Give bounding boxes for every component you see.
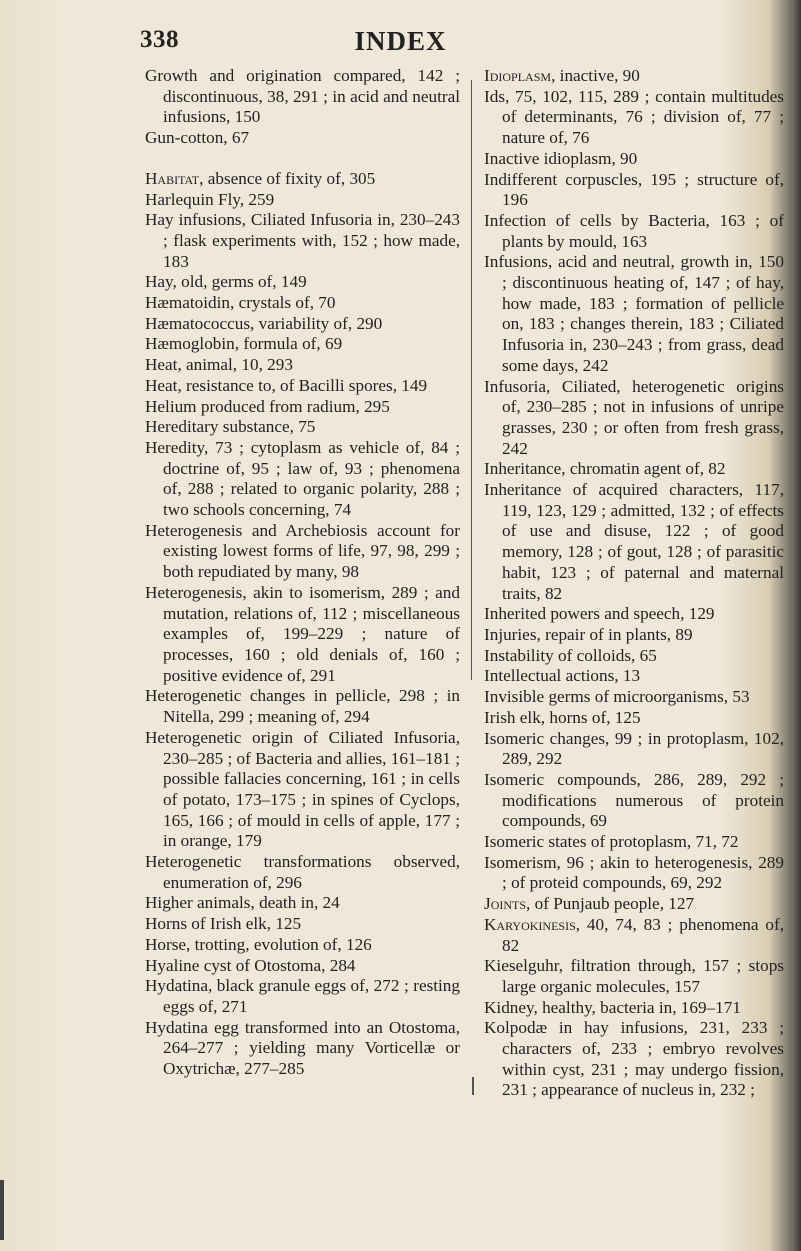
index-entry-text: Inheritance of acquired characters, 117, 119, 123, 129 ; admitted, 132 ; of effects of use and disuse, 122 ; of good memory, 128 ; of gout, 128 ; of parasitic habit, 123 ; of paternal and maternal traits, 82 <box>484 480 784 603</box>
index-entry-text: Inheritance, chromatin agent of, 82 <box>484 459 726 479</box>
index-entry-text: Horns of Irish elk, 125 <box>145 914 302 934</box>
index-entry-text: Infection of cells by Bacteria, 163 ; of plants by mould, 163 <box>484 210 784 251</box>
index-entry-text: Isomeric states of protoplasm, 71, 72 <box>484 832 739 852</box>
index-entry-text: Infusions, acid and neutral, growth in, 150 ; discontinuous heating of, 147 ; of hay, how made, 183 ; formation of pellicle on, 183 ; changes therein, 183 ; Ciliated Infusoria in, 230–243 ; from grass, dead some days, 242 <box>484 252 784 375</box>
index-entry-text: Hæmatoidin, crystals of, 70 <box>145 293 336 313</box>
index-entry-text: Isomeric changes, 99 ; in protoplasm, 102, 289, 292 <box>484 728 784 769</box>
index-entry-text: Heat, animal, 10, 293 <box>145 355 293 375</box>
index-entry <box>484 646 784 667</box>
index-entry <box>484 604 784 625</box>
index-entry-lead: Joints, <box>484 894 531 914</box>
index-entry <box>145 272 460 293</box>
index-entry-text: Kolpodæ in hay infusions, 231, 233 ; characters of, 233 ; embryo revolves within cyst, 231 ; may undergo fission, 231 ; appearance of nucleus in, 232 ; <box>484 1018 784 1100</box>
index-entry-text: Gun-cotton, 67 <box>145 128 250 148</box>
index-entry-text: Isomerism, 96 ; akin to heterogenesis, 289 ; of proteid compounds, 69, 292 <box>484 852 784 893</box>
index-entry <box>484 915 784 956</box>
column-divider <box>471 80 472 680</box>
index-column-left <box>145 66 460 1080</box>
index-column-right <box>484 66 784 1101</box>
index-entry <box>145 66 460 128</box>
index-entry <box>145 293 460 314</box>
index-entry <box>484 666 784 687</box>
index-entry-text: Heterogenesis and Archebiosis account for existing lowest forms of life, 97, 98, 299 ; both repudiated by many, 98 <box>145 520 460 582</box>
index-entry-text: Hay infusions, Ciliated Infusoria in, 230–243 ; flask experiments with, 152 ; how made, 183 <box>145 210 460 271</box>
index-entry <box>484 252 784 376</box>
index-entry <box>484 149 784 170</box>
index-entry <box>145 893 460 914</box>
index-entry <box>145 521 460 583</box>
index-entry-lead: Karyokinesis, <box>484 914 581 934</box>
index-entry-text: Inactive idioplasm, 90 <box>484 148 638 168</box>
index-entry <box>145 976 460 1017</box>
index-entry <box>484 211 784 252</box>
index-entry-text: Intellectual actions, 13 <box>484 666 641 686</box>
index-entry <box>145 438 460 521</box>
index-entry <box>145 397 460 418</box>
index-entry <box>145 190 460 211</box>
index-entry-text: Irish elk, horns of, 125 <box>484 707 641 727</box>
index-entry-text: Heterogenetic transformations observed, enumeration of, 296 <box>145 852 460 892</box>
index-entry-text: Hæmoglobin, formula of, 69 <box>145 334 343 354</box>
index-entry <box>145 210 460 272</box>
index-entry-text: of Punjaub people, 127 <box>530 894 695 914</box>
index-entry-text: Ids, 75, 102, 115, 289 ; contain multitudes of determinants, 76 ; division of, 77 ; nature of, 76 <box>484 86 784 148</box>
index-entry <box>484 1018 784 1101</box>
index-entry <box>484 894 784 915</box>
index-entry-text: Heredity, 73 ; cytoplasm as vehicle of, 84 ; doctrine of, 95 ; law of, 93 ; phenomena of, 288 ; related to organic polarity, 288 ; two schools concerning, 74 <box>145 437 460 520</box>
index-entry-text: Instability of colloids, 65 <box>484 645 657 665</box>
index-entry <box>145 376 460 397</box>
index-entry <box>145 914 460 935</box>
index-entry-text: Infusoria, Ciliated, heterogenetic origins of, 230–285 ; not in infusions of unripe grasses, 230 ; or often from fresh grass, 242 <box>484 376 784 458</box>
index-entry <box>484 729 784 770</box>
index-entry <box>145 935 460 956</box>
index-entry-text: Hay, old, germs of, 149 <box>145 272 307 292</box>
index-entry-text: Hereditary substance, 75 <box>145 417 316 437</box>
index-entry <box>484 770 784 832</box>
index-entry-text: Harlequin Fly, 259 <box>145 189 275 209</box>
index-entry <box>145 169 460 190</box>
index-entry-text: absence of fixity of, 305 <box>203 168 376 188</box>
index-entry-text: Invisible germs of microorganisms, 53 <box>484 687 750 707</box>
index-entry <box>145 956 460 977</box>
index-entry-text: Isomeric compounds, 286, 289, 292 ; modifications numerous of protein compounds, 69 <box>484 769 784 831</box>
ink-mark <box>472 1077 474 1095</box>
index-entry <box>484 87 784 149</box>
index-entry <box>484 708 784 729</box>
index-entry <box>484 625 784 646</box>
index-entry <box>484 956 784 997</box>
index-entry-lead: Idioplasm, <box>484 66 556 85</box>
index-entry <box>484 66 784 87</box>
index-entry-text: inactive, 90 <box>555 66 640 85</box>
index-entry-text: Heterogenesis, akin to isomerism, 289 ; and mutation, relations of, 112 ; miscellaneous examples of, 199–229 ; nature of processes, 160 ; old denials of, 160 ; positive evidence of, 291 <box>145 582 460 685</box>
index-entry-text: 40, 74, 83 ; phenomena of, 82 <box>502 914 784 955</box>
index-entry-text: Growth and origination compared, 142 ; discontinuous, 38, 291 ; in acid and neutral infusions, 150 <box>145 66 460 127</box>
index-entry-text: Injuries, repair of in plants, 89 <box>484 624 693 644</box>
index-entry-text: Helium produced from radium, 295 <box>145 396 390 416</box>
index-entry-text: Kieselguhr, filtration through, 157 ; stops large organic molecules, 157 <box>484 956 784 996</box>
index-entry <box>484 459 784 480</box>
index-entry <box>145 852 460 893</box>
index-entry <box>145 314 460 335</box>
page-number: 338 <box>140 26 179 53</box>
index-entry <box>145 1018 460 1080</box>
index-entry-text: Heterogenetic origin of Ciliated Infusoria, 230–285 ; of Bacteria and allies, 161–181 ; possible fallacies concerning, 161 ; in cells of potato, 173–175 ; in spines of Cyclops, 165, 166 ; of mould in cells of apple, 177 ; in orange, 179 <box>145 727 460 851</box>
index-entry <box>484 687 784 708</box>
index-entry-text: Inherited powers and speech, 129 <box>484 604 715 624</box>
index-entry-text: Hyaline cyst of Otostoma, 284 <box>145 955 356 975</box>
index-entry-text: Kidney, healthy, bacteria in, 169–171 <box>484 997 741 1017</box>
index-entry-lead: Habitat, <box>145 168 204 188</box>
index-entry <box>145 128 460 149</box>
index-entry-text: Horse, trotting, evolution of, 126 <box>145 934 372 954</box>
index-entry <box>145 355 460 376</box>
index-entry <box>484 170 784 211</box>
index-entry <box>145 728 460 852</box>
index-entry <box>484 832 784 853</box>
index-entry-text: Hæmatococcus, variability of, 290 <box>145 313 383 333</box>
index-entry-text: Hydatina egg transformed into an Otostoma, 264–277 ; yielding many Vorticellæ or Oxytrichæ, 277–285 <box>145 1017 460 1079</box>
index-entry <box>484 998 784 1019</box>
index-entry-text: Heterogenetic changes in pellicle, 298 ; in Nitella, 299 ; meaning of, 294 <box>145 686 460 727</box>
index-entry <box>484 377 784 460</box>
index-entry <box>145 334 460 355</box>
index-entry <box>484 480 784 604</box>
index-entry <box>145 417 460 438</box>
index-entry <box>145 686 460 727</box>
index-entry <box>484 853 784 894</box>
index-entry-text: Indifferent corpuscles, 195 ; structure of, 196 <box>484 169 784 210</box>
page-edge-mark <box>0 1180 4 1240</box>
index-entry-text: Higher animals, death in, 24 <box>145 893 340 913</box>
index-entry-text: Heat, resistance to, of Bacilli spores, 149 <box>145 375 428 395</box>
index-entry <box>145 583 460 687</box>
index-entry-text: Hydatina, black granule eggs of, 272 ; resting eggs of, 271 <box>145 976 460 1016</box>
page-title: INDEX <box>354 26 447 56</box>
